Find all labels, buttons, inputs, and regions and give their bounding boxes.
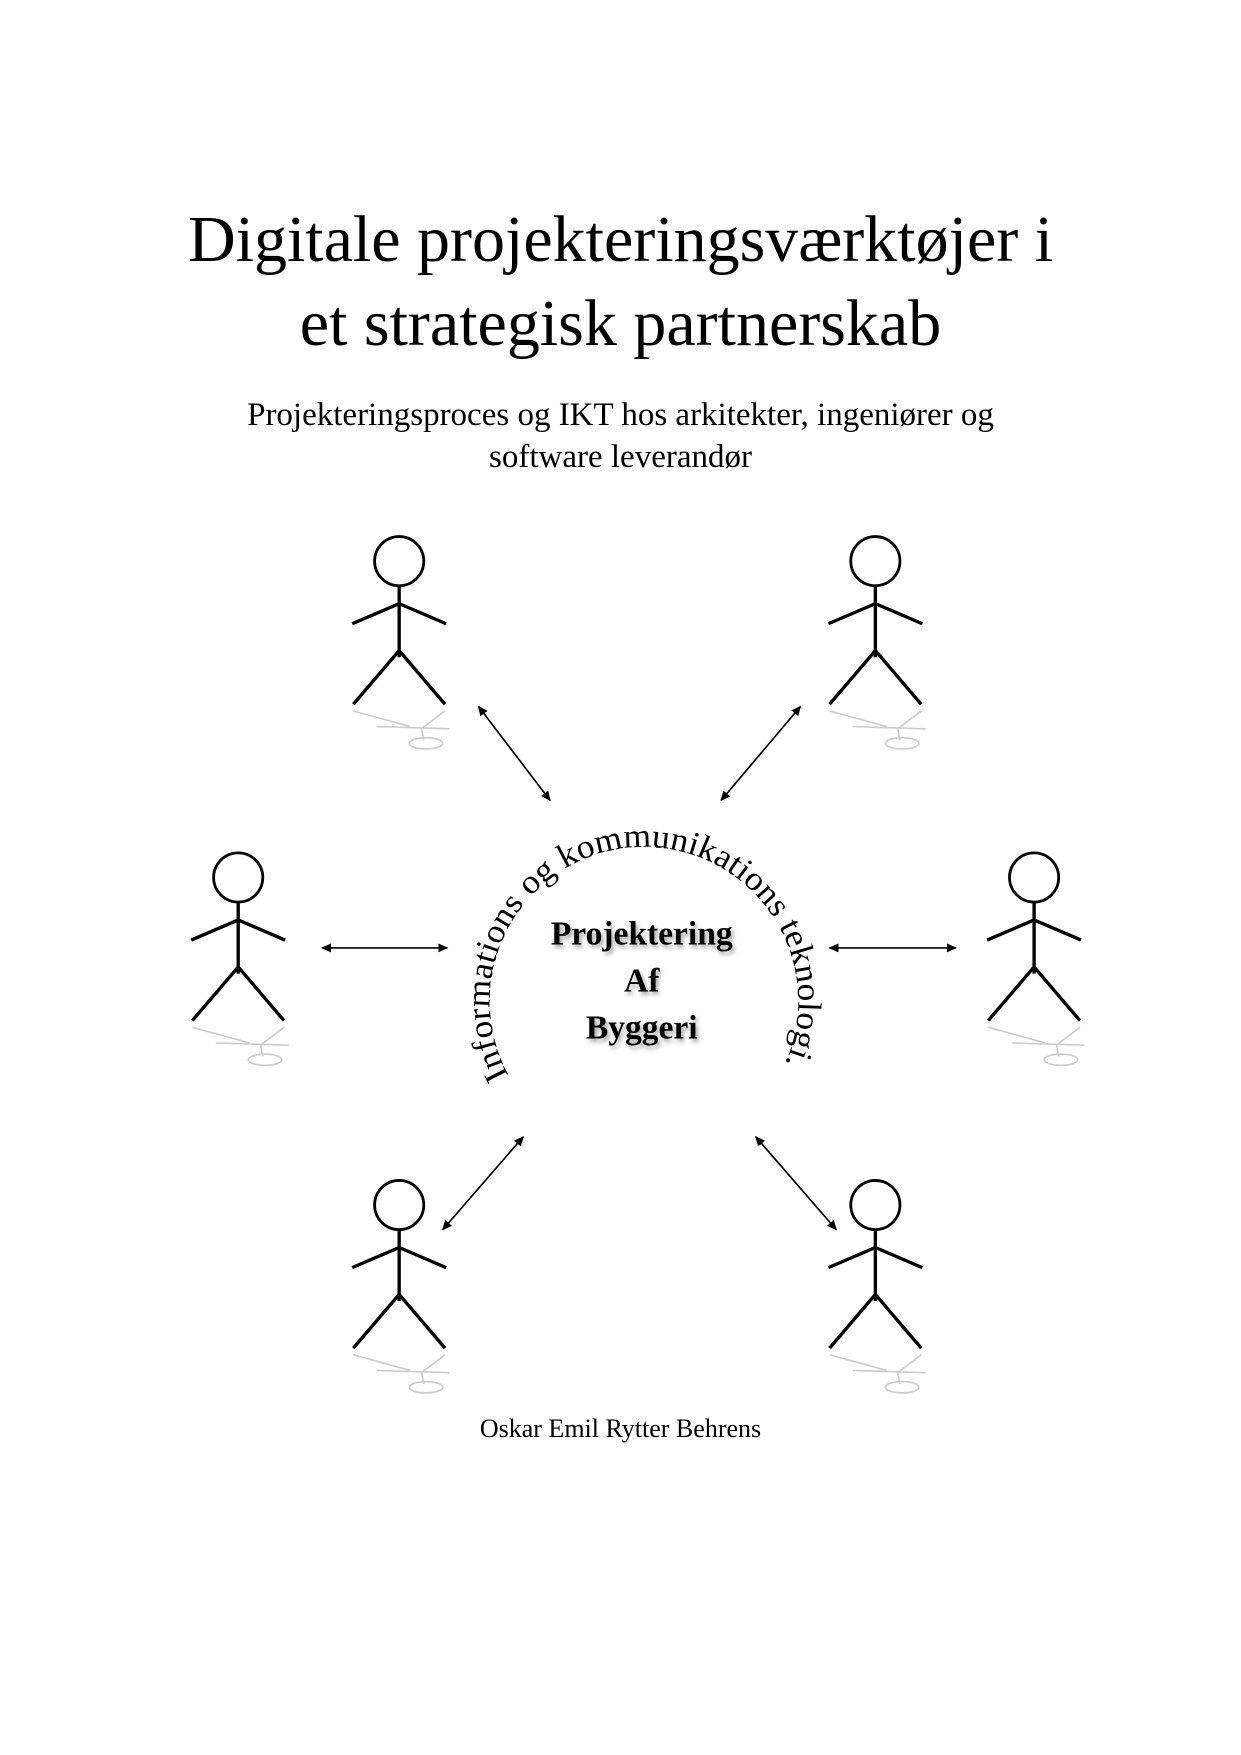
stick-figure-icon [352,537,449,749]
title-line-2: et strategisk partnerskab [299,287,942,360]
title-line-1: Digitale projekteringsværktøjer i [187,203,1054,276]
arc-label: Informations og kommunikations teknologi. [460,817,828,1089]
double-arrow-icon [756,1137,836,1230]
stick-figure-icon [352,1180,449,1392]
stick-figure-icon [987,853,1084,1065]
double-arrow-icon [721,706,800,800]
stick-figure-icon [191,853,288,1065]
author-name: Oskar Emil Rytter Behrens [479,1414,762,1443]
center-label-line-2: Af [624,962,660,1000]
subtitle-line-1: Projekteringsproces og IKT hos arkitekter, ingeniører og [247,397,994,433]
stick-figure-icon [828,537,925,749]
double-arrow-icon [479,706,551,800]
double-arrow-icon [443,1137,523,1230]
center-label-line-3: Byggeri [585,1009,698,1047]
subtitle-line-2: software leverandør [489,439,752,475]
stick-figure-icon [828,1180,925,1392]
center-label-line-1: Projektering [550,915,733,953]
